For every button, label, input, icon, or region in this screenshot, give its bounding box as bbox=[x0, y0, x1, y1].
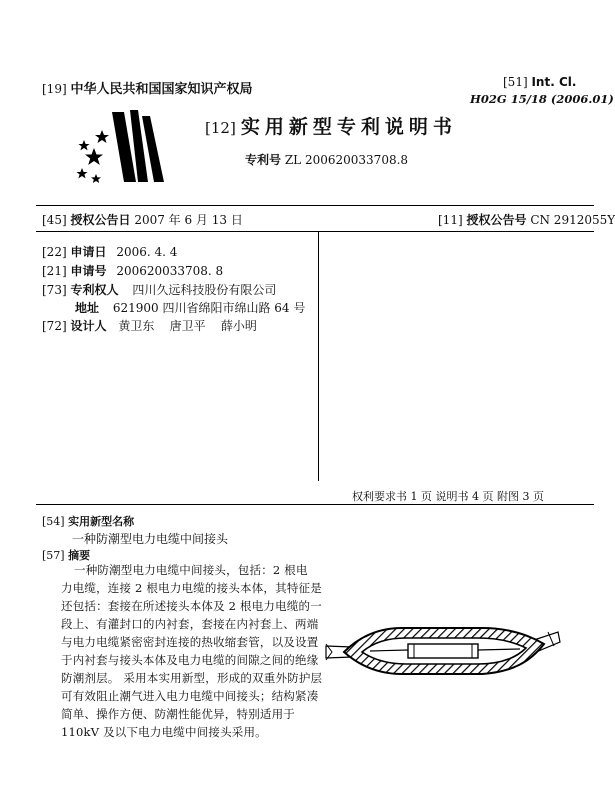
intcl-value: H02G 15/18 bbox=[470, 92, 547, 106]
biblio-row-application-no bbox=[42, 262, 223, 279]
field-value: 200620033708. 8 bbox=[116, 264, 224, 278]
field-code: [73] bbox=[42, 283, 67, 297]
field-code: [21] bbox=[42, 264, 67, 278]
abstract-line: 于内衬套与接头本体及电力电缆的间隙之间的绝缘 bbox=[61, 653, 319, 667]
utility-model-title: 一种防潮型电力电缆中间接头 bbox=[72, 532, 229, 546]
patent-no-value: ZL 200620033708.8 bbox=[284, 153, 409, 167]
joint-body bbox=[408, 644, 478, 658]
grant-no-code: [11] bbox=[438, 213, 463, 227]
grant-number bbox=[438, 211, 615, 228]
biblio-row-filing-date bbox=[42, 243, 177, 260]
biblio-row-address bbox=[75, 299, 305, 316]
abstract-line: 力电缆，连接 2 根电力电缆的接头本体，其特征是 bbox=[61, 581, 322, 595]
intcl-label: Int. Cl. bbox=[531, 75, 577, 89]
intcl-code: [51] bbox=[503, 75, 528, 89]
address-value: 621900 四川省绵阳市绵山路 64 号 bbox=[112, 301, 306, 315]
star-icon bbox=[91, 174, 101, 183]
star-icon bbox=[76, 168, 87, 178]
patent-number bbox=[245, 151, 408, 168]
abstract-line: 110kV 及以下电力电缆中间接头采用。 bbox=[61, 725, 267, 739]
office-name: 中华人民共和国国家知识产权局 bbox=[70, 82, 253, 97]
page-counts: 权利要求书 1 页 说明书 4 页 附图 3 页 bbox=[352, 490, 544, 503]
intcl-block bbox=[503, 75, 576, 89]
address-label: 地址 bbox=[75, 301, 100, 315]
doc-type-heading bbox=[205, 112, 457, 139]
field-value: 四川久远科技股份有限公司 bbox=[132, 283, 277, 297]
grant-date-label: 授权公告日 bbox=[70, 213, 131, 227]
office-code: [19] bbox=[42, 82, 67, 96]
abstract-line: 防潮剂层。 采用本实用新型，形成的双重外防护层 bbox=[61, 671, 323, 685]
patent-no-label: 专利号 bbox=[245, 153, 282, 167]
abstract-line: 一种防潮型电力电缆中间接头，包括：2 根电 bbox=[74, 563, 308, 577]
title-label: 实用新型名称 bbox=[68, 515, 135, 528]
grant-no-label: 授权公告号 bbox=[466, 213, 527, 227]
grant-no-value: CN 2912055Y bbox=[530, 213, 615, 227]
utility-model-title-header bbox=[42, 513, 134, 529]
cable-joint-drawing bbox=[322, 600, 562, 700]
star-icon bbox=[78, 140, 89, 150]
grant-date-value: 2007 年 6 月 13 日 bbox=[134, 213, 243, 227]
abstract-line: 简单、操作方便、防潮性能优异，特别适用于 bbox=[61, 707, 295, 721]
field-label: 申请日 bbox=[70, 245, 107, 259]
cnipa-emblem-icon bbox=[72, 108, 180, 188]
abstract-code: [57] bbox=[42, 549, 65, 562]
office-header bbox=[42, 78, 252, 97]
doc-type-title: 实用新型专利说明书 bbox=[240, 116, 457, 138]
abstract-label: 摘要 bbox=[68, 549, 91, 562]
grant-date bbox=[42, 211, 243, 228]
field-label: 专利权人 bbox=[70, 283, 119, 297]
abstract-line: 可有效阻止潮气进入电力电缆中间接头；结构紧凑 bbox=[61, 689, 319, 703]
grant-date-code: [45] bbox=[42, 213, 67, 227]
abstract-line: 还包括：套接在所述接头本体及 2 根电力电缆的一 bbox=[61, 599, 322, 613]
field-code: [72] bbox=[42, 319, 67, 333]
abstract-line: 与电力电缆紧密密封连接的热收缩套管，以及设置 bbox=[61, 635, 319, 649]
biblio-row-patentee bbox=[42, 281, 276, 298]
doc-type-code: [12] bbox=[205, 119, 236, 137]
abstract-line: 段上、有灌封口的内衬套，套接在内衬套上、两端 bbox=[61, 617, 319, 631]
intcl-date: (2006.01) bbox=[550, 92, 614, 106]
field-code: [22] bbox=[42, 245, 67, 259]
intcl-classification bbox=[470, 92, 614, 106]
biblio-row-inventors bbox=[42, 317, 257, 334]
field-label: 设计人 bbox=[70, 319, 107, 333]
field-value: 2006. 4. 4 bbox=[116, 245, 178, 259]
field-label: 申请号 bbox=[70, 264, 107, 278]
star-icon bbox=[85, 148, 103, 165]
inventors-value: 黄卫东 唐卫平 薛小明 bbox=[118, 319, 257, 333]
title-code: [54] bbox=[42, 515, 65, 528]
star-icon bbox=[95, 130, 109, 143]
